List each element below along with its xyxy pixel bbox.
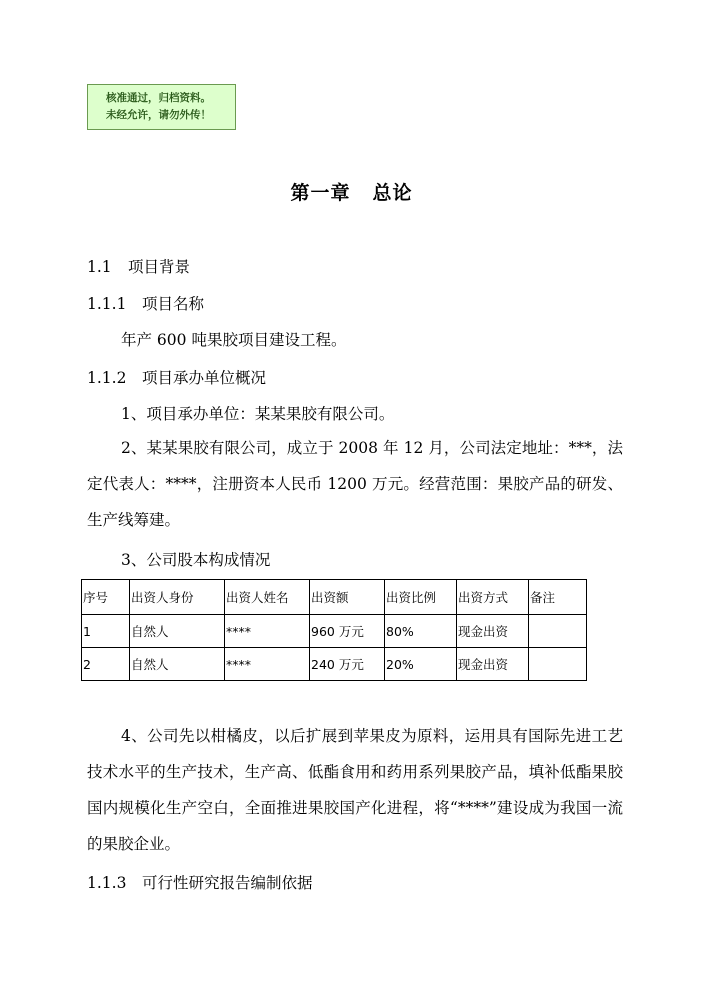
- table-cell: 960 万元: [310, 615, 385, 648]
- item-1: 1、项目承办单位：某某果胶有限公司。: [121, 405, 395, 423]
- table-cell: ****: [225, 648, 310, 681]
- table-cell: [529, 648, 587, 681]
- heading-1-1-1: [87, 292, 204, 314]
- table-header-cell: 出资比例: [385, 580, 457, 615]
- table-header-cell: 备注: [529, 580, 587, 615]
- heading-text: 项目名称: [142, 295, 205, 313]
- table-cell: 20%: [385, 648, 457, 681]
- table-header-row: [82, 580, 587, 615]
- heading-number: 1.1.2: [87, 369, 127, 387]
- stamp-line-1: 核准通过，归档资料。: [106, 92, 211, 104]
- table-row: [82, 648, 587, 681]
- table-cell: 自然人: [130, 648, 225, 681]
- chapter-name: 总论: [372, 182, 413, 204]
- table-header-cell: 出资人姓名: [225, 580, 310, 615]
- table-cell: [529, 615, 587, 648]
- table-header-cell: 序号: [82, 580, 130, 615]
- table-cell: 1: [82, 615, 130, 648]
- heading-number: 1.1.1: [87, 295, 127, 313]
- item-2-text: 2、某某果胶有限公司，成立于 2008 年 12 月，公司法定地址：***，法定代表人：****，注册资本人民币 1200 万元。经营范围：果胶产品的研发、生产线筹建。: [87, 439, 623, 529]
- heading-number: 1.1.3: [87, 874, 127, 892]
- item-4-text: 4、公司先以柑橘皮，以后扩展到苹果皮为原料，运用具有国际先进工艺技术水平的生产技术，生产高、低酯食用和药用系列果胶产品，填补低酯果胶国内规模化生产空白，全面推进果胶国产化进程，将“****”建设成为我国一流的果胶企业。: [87, 727, 623, 853]
- heading-text: 项目承办单位概况: [142, 369, 267, 387]
- table-header-cell: 出资人身份: [130, 580, 225, 615]
- shareholding-table: [81, 579, 587, 681]
- stamp-line-2: 未经允许，请勿外传！: [106, 109, 211, 121]
- item-2: [87, 430, 623, 538]
- heading-1-1-3: [87, 871, 313, 893]
- heading-number: 1.1: [87, 258, 112, 276]
- heading-1-1: [87, 255, 190, 277]
- table-row: [82, 615, 587, 648]
- chapter-number: 第一章: [290, 182, 351, 204]
- archive-stamp: [87, 84, 236, 130]
- table-header-cell: 出资额: [310, 580, 385, 615]
- item-3: 3、公司股本构成情况: [121, 551, 271, 569]
- table-cell: 240 万元: [310, 648, 385, 681]
- table-cell: 自然人: [130, 615, 225, 648]
- chapter-title: [0, 178, 703, 205]
- table-cell: 80%: [385, 615, 457, 648]
- table-cell: 现金出资: [457, 648, 529, 681]
- table-cell: ****: [225, 615, 310, 648]
- table-header-cell: 出资方式: [457, 580, 529, 615]
- heading-text: 项目背景: [128, 258, 191, 276]
- heading-1-1-2: [87, 366, 266, 388]
- project-name-text: 年产 600 吨果胶项目建设工程。: [121, 331, 347, 349]
- table-cell: 现金出资: [457, 615, 529, 648]
- heading-text: 可行性研究报告编制依据: [142, 874, 313, 892]
- item-4: [87, 718, 623, 862]
- table-cell: 2: [82, 648, 130, 681]
